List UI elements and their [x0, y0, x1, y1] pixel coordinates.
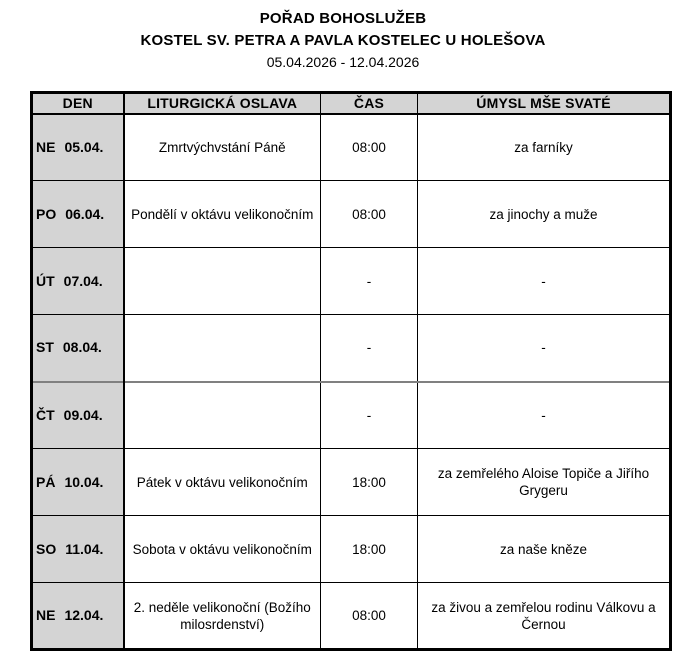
time-cell: 08:00	[321, 114, 418, 181]
table-row	[32, 181, 671, 248]
intention-cell: za zemřelého Aloise Topiče a Jiřího Grygeru	[418, 449, 671, 516]
time-cell: 18:00	[321, 449, 418, 516]
intention-cell: za farníky	[418, 114, 671, 181]
celebration-cell	[124, 248, 321, 315]
column-header-celebration: LITURGICKÁ OSLAVA	[124, 93, 321, 114]
intention-cell: za naše kněze	[418, 516, 671, 583]
day-cell	[32, 181, 124, 248]
celebration-cell	[124, 315, 321, 382]
day-date: 10.04.	[64, 473, 104, 490]
celebration-cell: Zmrtvýchvstání Páně	[124, 114, 321, 181]
day-date: 12.04.	[64, 607, 104, 623]
celebration-cell	[124, 382, 321, 449]
header-row	[32, 93, 671, 114]
day-abbr: PÁ	[36, 473, 56, 490]
day-wrap	[36, 474, 123, 491]
day-date: 09.04.	[63, 406, 103, 423]
day-date: 06.04.	[65, 205, 105, 222]
day-cell	[32, 315, 124, 382]
day-wrap	[36, 206, 123, 223]
schedule-body	[32, 114, 671, 650]
document-header	[0, 8, 686, 73]
table-row	[32, 315, 671, 382]
intention-cell: za jinochy a muže	[418, 181, 671, 248]
table-row	[32, 248, 671, 315]
celebration-cell: 2. neděle velikonoční (Božího milosrdenství)	[124, 583, 321, 650]
day-abbr: ÚT	[36, 272, 55, 289]
day-date: 07.04.	[63, 272, 103, 289]
time-cell: -	[321, 315, 418, 382]
time-cell: 08:00	[321, 583, 418, 650]
day-date: 11.04.	[65, 540, 104, 557]
date-range: 05.04.2026 - 12.04.2026	[266, 54, 420, 70]
day-cell	[32, 449, 124, 516]
celebration-cell: Pondělí v oktávu velikonočním	[124, 181, 321, 248]
time-cell: -	[321, 382, 418, 449]
celebration-cell: Sobota v oktávu velikonočním	[124, 516, 321, 583]
day-abbr: NE	[36, 607, 56, 623]
schedule-table-header	[32, 93, 671, 114]
column-header-time: ČAS	[321, 93, 418, 114]
day-abbr: ST	[36, 339, 54, 356]
day-date: 08.04.	[62, 339, 102, 356]
day-wrap	[36, 607, 123, 624]
time-cell: -	[321, 248, 418, 315]
column-header-day: DEN	[32, 93, 124, 114]
day-date: 05.04.	[64, 138, 104, 155]
time-cell: 08:00	[321, 181, 418, 248]
day-cell	[32, 516, 124, 583]
celebration-cell: Pátek v oktávu velikonočním	[124, 449, 321, 516]
day-abbr: NE	[36, 138, 56, 155]
day-abbr: SO	[36, 540, 57, 557]
day-wrap	[36, 273, 123, 290]
table-row	[32, 449, 671, 516]
day-cell	[32, 583, 124, 650]
day-wrap	[36, 407, 123, 424]
time-cell: 18:00	[321, 516, 418, 583]
intention-cell: -	[418, 382, 671, 449]
column-header-intention: ÚMYSL MŠE SVATÉ	[418, 93, 671, 114]
table-row	[32, 114, 671, 181]
intention-cell: -	[418, 248, 671, 315]
table-row	[32, 516, 671, 583]
day-cell	[32, 114, 124, 181]
day-wrap	[36, 541, 123, 558]
table-row	[32, 583, 671, 650]
intention-cell: za živou a zemřelou rodinu Válkovu a Černou	[418, 583, 671, 650]
church-name: KOSTEL SV. PETRA A PAVLA KOSTELEC U HOLEŠOVA	[140, 32, 546, 49]
page-title: POŘAD BOHOSLUŽEB	[259, 10, 427, 27]
day-abbr: ČT	[36, 406, 55, 423]
intention-cell: -	[418, 315, 671, 382]
schedule-table	[30, 91, 672, 651]
day-abbr: PO	[36, 205, 57, 222]
day-cell	[32, 248, 124, 315]
day-wrap	[36, 139, 123, 156]
day-wrap	[36, 339, 123, 356]
table-row	[32, 382, 671, 449]
day-cell	[32, 382, 124, 449]
